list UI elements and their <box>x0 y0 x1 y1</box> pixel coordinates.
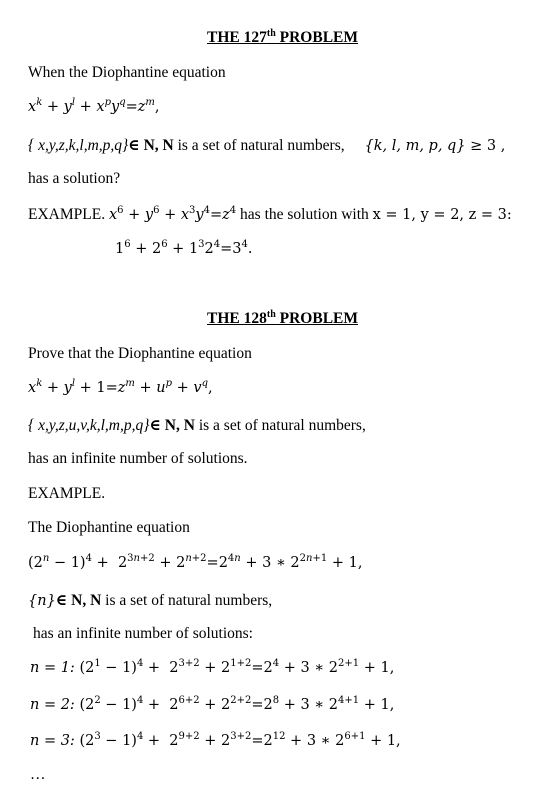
problem-128-infinite: has an infinite number of solutions. <box>28 450 248 467</box>
problem-128-equation: $x^k + y^l + 1=z^m + u^p + v^q$, <box>28 378 213 396</box>
problem-127-variable-set: { x,y,z,k,l,m,p,q}∈ N, N is a set of natural numbers, {k, l, m, p, q} ≥ 3 , <box>28 137 506 154</box>
problem-127-example: EXAMPLE. $x^6 + y^6 + x^3y^4=z^4$ has the solution with x = 1, y = 2, z = 3: <box>28 205 512 223</box>
case-row: n = 2: $(2^2 - 1)^4 + 2^{6+2} + 2^{2+2}=2^8 + 3$ ∗ $2^{4+1} + 1$, <box>30 695 395 713</box>
problem-128-intro: Prove that the Diophantine equation <box>28 345 252 362</box>
problem-127-question: has a solution? <box>28 170 121 187</box>
problem-128-variable-set: { x,y,z,u,v,k,l,m,p,q}∈ N, N is a set of natural numbers, <box>28 417 366 434</box>
problem-128-n-set: {n}∈ N, N is a set of natural numbers, <box>28 592 273 609</box>
problem-127-example-check: $1^6 + 2^6 + 1^32^4=3^4$. <box>115 239 253 257</box>
case-row: n = 1: $(2^1 - 1)^4 + 2^{3+2} + 2^{1+2}=2^4 + 3$ ∗ $2^{2+1} + 1$, <box>30 658 395 676</box>
problem-128-title: THE 128th PROBLEM <box>207 309 359 327</box>
problem-128-eq-intro: The Diophantine equation <box>28 519 190 536</box>
problem-128-family-equation: $(2^n - 1)^4 + 2^{3n+2} + 2^{n+2}=2^{4n} + 3$ ∗ $2^{2n+1} + 1$, <box>28 553 363 571</box>
problem-128-infinite-2: has an infinite number of solutions: <box>33 625 253 642</box>
problem-127-equation: $x^k + y^l + x^py^q=z^m$, <box>28 97 160 115</box>
problem-128-example-label: EXAMPLE. <box>28 485 106 502</box>
problem-127-title: THE 127th PROBLEM <box>207 28 359 46</box>
ellipsis: … <box>30 766 46 783</box>
problem-127-intro: When the Diophantine equation <box>28 64 226 81</box>
case-row: n = 3: $(2^3 - 1)^4 + 2^{9+2} + 2^{3+2}=2^{12} + 3$ ∗ $2^{6+1} + 1$, <box>30 731 401 749</box>
